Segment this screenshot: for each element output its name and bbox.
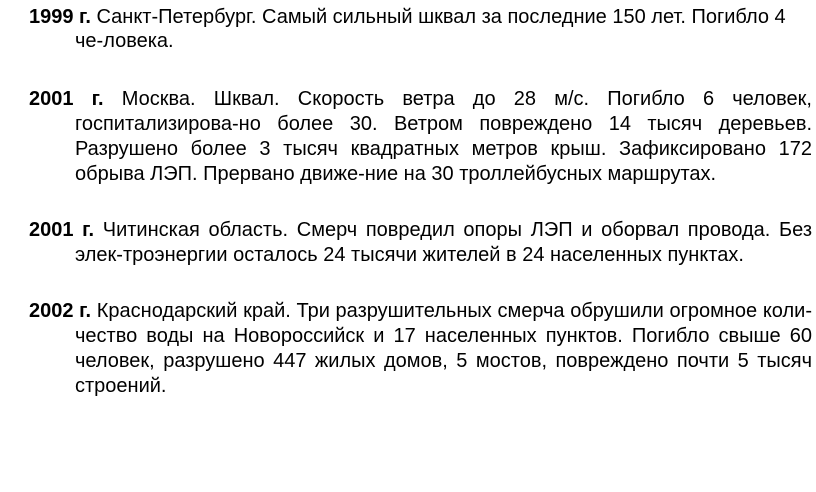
event-text-line: чество воды на Новороссийск и 17 населенных пунктов. Погибло свыше 60 xyxy=(75,325,812,347)
event-text-line: человек, разрушено 447 жилых домов, 5 мостов, повреждено почти 5 тысяч xyxy=(75,350,812,372)
event-text: Москва. Шквал. Скорость ветра до 28 м/с. Погибло 6 человек, xyxy=(121,88,812,110)
event-text-line: элек-троэнергии осталось 24 тысячи жителей в 24 населенных пунктах. xyxy=(75,244,744,266)
event-first-line xyxy=(29,298,812,324)
event-year: 2002 г. xyxy=(29,300,92,322)
event-first-line xyxy=(29,86,812,112)
event-text: Санкт-Петербург. Самый сильный шквал за последние 150 лет. Погибло 4 xyxy=(96,6,786,28)
event-text-line: Разрушено более 3 тысяч квадратных метров крыш. Зафиксировано 172 xyxy=(75,138,812,160)
event-text: Краснодарский край. Три разрушительных смерча обрушили огромное коли- xyxy=(96,300,812,322)
event-year: 2001 г. xyxy=(29,88,104,110)
event-text-line: че-ловека. xyxy=(75,30,174,52)
event-text-line: обрыва ЛЭП. Прервано движе-ние на 30 троллейбусных маршрутах. xyxy=(75,163,717,185)
event-first-line xyxy=(29,217,812,243)
event-year: 2001 г. xyxy=(29,219,95,241)
event-text-line: строений. xyxy=(75,375,167,397)
event-year: 1999 г. xyxy=(29,6,91,28)
event-text-line: госпитализирова-но более 30. Ветром повреждено 14 тысяч деревьев. xyxy=(75,113,812,135)
event-text: Читинская область. Смерч повредил опоры ЛЭП и оборвал провода. Без xyxy=(102,219,812,241)
event-first-line xyxy=(29,4,812,30)
